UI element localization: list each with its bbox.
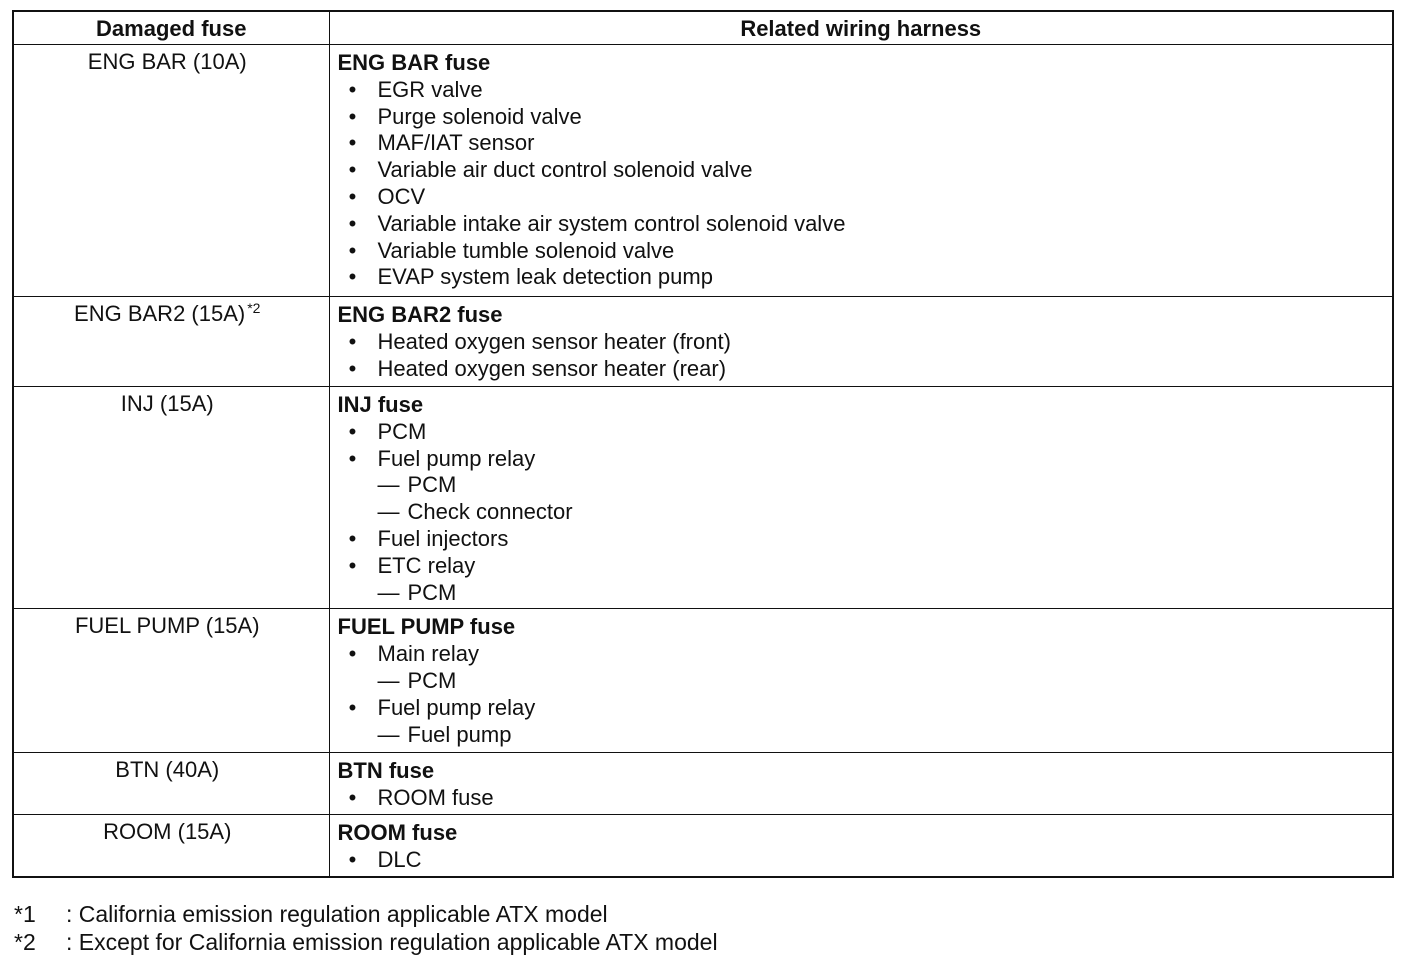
list-item <box>338 104 1385 131</box>
sub-list <box>378 580 1385 607</box>
list-item-text: Variable tumble solenoid valve <box>377 237 675 263</box>
sub-list-item <box>378 472 1385 499</box>
sub-list-item-text: Fuel pump <box>407 721 512 747</box>
fuse-label: ENG BAR2 (15A) <box>74 301 246 326</box>
list-item <box>338 785 1385 812</box>
related-harness-cell <box>329 753 1393 815</box>
sub-list <box>378 722 1385 749</box>
fuse-label: ROOM (15A) <box>103 819 232 845</box>
bullet-icon: • <box>348 445 357 471</box>
table-row <box>13 387 1393 609</box>
list-item-text: Purge solenoid valve <box>377 103 582 129</box>
bullet-icon: • <box>348 785 357 811</box>
sub-list-item-text: PCM <box>407 667 457 693</box>
footnote-1 <box>14 900 718 928</box>
list-item <box>338 77 1385 104</box>
bullet-icon: • <box>348 210 357 236</box>
list-item-text: Fuel pump relay <box>377 694 536 720</box>
list-item <box>338 641 1385 695</box>
damaged-fuse-cell <box>13 45 329 297</box>
sub-list-item <box>378 722 1385 749</box>
bullet-icon: • <box>348 694 357 720</box>
list-item <box>338 419 1385 446</box>
fuse-label: INJ (15A) <box>120 391 214 416</box>
bullet-icon: • <box>348 418 357 444</box>
sub-list-item <box>378 668 1385 695</box>
footnote-2 <box>14 928 718 956</box>
sub-list-item-text: Check connector <box>407 499 573 525</box>
list-item-text: Fuel pump relay <box>377 445 536 471</box>
table-header-row <box>13 11 1393 45</box>
fuse-label: BTN (40A) <box>115 757 220 783</box>
table-row <box>13 753 1393 815</box>
footnote-text: : Except for California emission regulation applicable ATX model <box>66 929 718 955</box>
list-item <box>338 446 1385 526</box>
footnote-mark: *1 <box>14 901 36 927</box>
bullet-icon: • <box>348 76 357 102</box>
list-item <box>338 329 1385 356</box>
dash-icon: — <box>377 499 400 525</box>
list-item <box>338 130 1385 157</box>
fuse-harness-table <box>12 10 1394 878</box>
dash-icon: — <box>377 579 400 605</box>
bullet-icon: • <box>348 847 357 873</box>
list-item <box>338 211 1385 238</box>
list-item-text: Variable air duct control solenoid valve <box>377 157 753 183</box>
list-item <box>338 553 1385 607</box>
harness-list <box>338 641 1385 748</box>
related-harness-cell <box>329 815 1393 877</box>
related-harness-cell <box>329 387 1393 609</box>
fuse-group-title: ENG BAR fuse <box>337 50 491 75</box>
column-header-related-wiring-harness: Related wiring harness <box>329 11 1393 45</box>
fuse-group-title: ROOM fuse <box>337 820 458 846</box>
fuse-group-title: INJ fuse <box>337 392 424 417</box>
list-item-text: EGR valve <box>377 76 483 102</box>
footnotes <box>14 900 718 956</box>
harness-list <box>338 77 1385 291</box>
dash-icon: — <box>377 472 400 498</box>
bullet-icon: • <box>348 264 357 290</box>
sub-list <box>378 472 1385 526</box>
fuse-label: ENG BAR (10A) <box>87 49 247 74</box>
footnote-reference: *2 <box>247 300 261 316</box>
footnote-mark: *2 <box>14 929 36 955</box>
list-item <box>338 847 1385 874</box>
harness-list <box>338 847 1385 874</box>
column-header-damaged-fuse: Damaged fuse <box>13 11 329 45</box>
table-row <box>13 609 1393 753</box>
dash-icon: — <box>377 667 400 693</box>
fuse-group-title: FUEL PUMP fuse <box>337 614 516 640</box>
list-item-text: DLC <box>377 847 422 873</box>
list-item-text: Main relay <box>377 641 479 667</box>
fuse-group-title: ENG BAR2 fuse <box>337 302 503 327</box>
list-item <box>338 184 1385 211</box>
damaged-fuse-cell <box>13 815 329 877</box>
bullet-icon: • <box>348 328 357 354</box>
sub-list-item <box>378 499 1385 526</box>
harness-list <box>338 785 1385 812</box>
sub-list-item-text: PCM <box>407 472 457 498</box>
bullet-icon: • <box>348 552 357 578</box>
fuse-group-title: BTN fuse <box>337 758 435 784</box>
list-item <box>338 157 1385 184</box>
damaged-fuse-cell <box>13 387 329 609</box>
list-item-text: ETC relay <box>377 552 476 578</box>
related-harness-cell <box>329 297 1393 387</box>
list-item-text: Fuel injectors <box>377 525 509 551</box>
harness-list <box>338 329 1385 383</box>
bullet-icon: • <box>348 525 357 551</box>
list-item-text: Variable intake air system control solenoid valve <box>377 210 846 236</box>
damaged-fuse-cell <box>13 609 329 753</box>
list-item <box>338 695 1385 749</box>
fuse-label: FUEL PUMP (15A) <box>74 613 260 639</box>
list-item-text: ROOM fuse <box>377 785 494 811</box>
table-row <box>13 45 1393 297</box>
bullet-icon: • <box>348 641 357 667</box>
list-item-text: MAF/IAT sensor <box>377 130 535 156</box>
bullet-icon: • <box>348 130 357 156</box>
related-harness-cell <box>329 45 1393 297</box>
damaged-fuse-cell <box>13 297 329 387</box>
table-row <box>13 297 1393 387</box>
table-row <box>13 815 1393 877</box>
bullet-icon: • <box>348 157 357 183</box>
list-item-text: PCM <box>377 418 427 444</box>
table-body <box>13 45 1393 877</box>
list-item-text: Heated oxygen sensor heater (front) <box>377 328 731 354</box>
sub-list-item-text: PCM <box>407 579 457 605</box>
harness-list <box>338 419 1385 607</box>
list-item <box>338 238 1385 265</box>
list-item <box>338 526 1385 553</box>
sub-list-item <box>378 580 1385 607</box>
dash-icon: — <box>377 721 400 747</box>
bullet-icon: • <box>348 103 357 129</box>
sub-list <box>378 668 1385 695</box>
list-item <box>338 356 1385 383</box>
bullet-icon: • <box>348 237 357 263</box>
bullet-icon: • <box>348 183 357 209</box>
list-item-text: Heated oxygen sensor heater (rear) <box>377 355 727 381</box>
related-harness-cell <box>329 609 1393 753</box>
footnote-text: : California emission regulation applicable ATX model <box>66 901 608 927</box>
list-item-text: EVAP system leak detection pump <box>377 264 713 290</box>
bullet-icon: • <box>348 355 357 381</box>
list-item-text: OCV <box>377 183 426 209</box>
list-item <box>338 264 1385 291</box>
damaged-fuse-cell <box>13 753 329 815</box>
